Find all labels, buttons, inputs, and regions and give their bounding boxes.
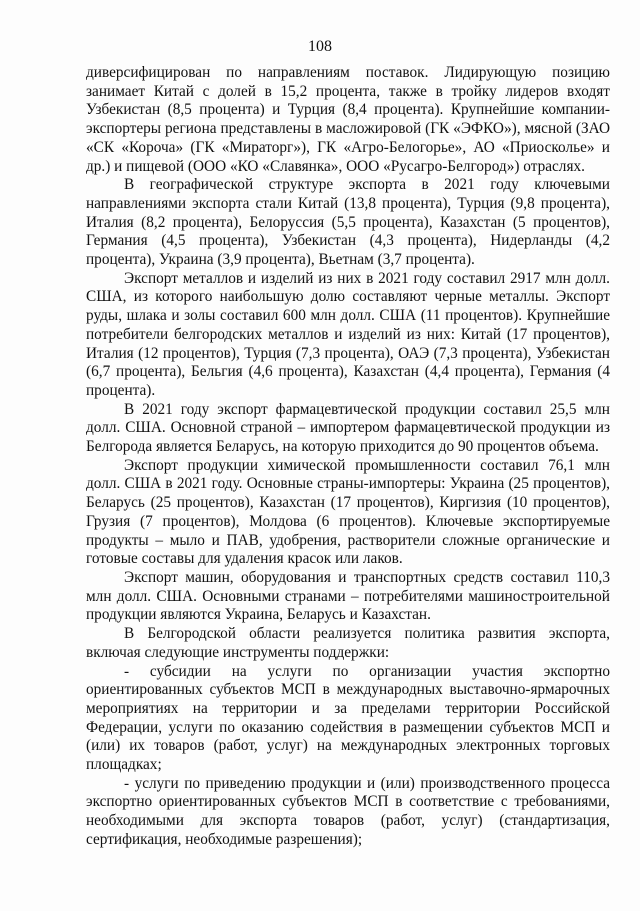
- paragraph-continuation: диверсифицирован по направлениям поставок. Лидирующую позицию занимает Китай с долей в 15,2 процента, также в тройку лидеров входят Узбекистан (8,5 процента) и Турция (8,4 процента). Крупнейшие компании-экспортеры региона представлены в масложировой (ГК «ЭФКО»), мясной (ЗАО «СК «Короча» (ГК «Мираторг»), ГК «Агро-Белогорье», АО «Приосколье» и др.) и пищевой (ООО «КО «Славянка», ООО «Русагро-Белгород») отраслях.: [86, 64, 610, 175]
- paragraph-export-policy: В Белгородской области реализуется политика развития экспорта, включая следующие инструменты поддержки:: [86, 625, 610, 661]
- list-item-subsidies: - субсидии на услуги по организации участия экспортно ориентированных субъектов МСП в международных выставочно-ярмарочных мероприятиях на территории и за пределами территории Российской Федерации, услуги по оказанию содействия в размещении субъектов МСП и (или) их товаров (работ, услуг) на международных электронных торговых площадках;: [86, 662, 610, 774]
- list-item-certification-services: - услуги по приведению продукции и (или) производственного процесса экспортно ориентированных субъектов МСП в соответствие с требованиями, необходимыми для экспорта товаров (работ, услуг) (стандартизация, сертификация, необходимые разрешения);: [86, 774, 610, 848]
- paragraph-pharma-export: В 2021 году экспорт фармацевтической продукции составил 25,5 млн долл. США. Основной страной – импортером фармацевтической продукции из Белгорода является Беларусь, на которую приходится до 90 процентов объема.: [86, 400, 610, 456]
- paragraph-chemical-export: Экспорт продукции химической промышленности составил 76,1 млн долл. США в 2021 году. Основные страны-импортеры: Украина (25 процентов), Беларусь (25 процентов), Казахстан (17 процентов), Киргизия (10 процентов), Грузия (7 процентов), Молдова (6 процентов). Ключевые экспортируемые продукты – мыло и ПАВ, удобрения, растворители сложные органические и готовые составы для удаления красок или лаков.: [86, 456, 610, 568]
- page-number: 108: [308, 38, 332, 55]
- paragraph-machinery-export: Экспорт машин, оборудования и транспортных средств составил 110,3 млн долл. США. Основными странами – потребителями машиностроительной продукции являются Украина, Беларусь и Казахстан.: [86, 568, 610, 624]
- document-body: [86, 64, 610, 850]
- paragraph-geographic-structure: В географической структуре экспорта в 2021 году ключевыми направлениями экспорта стали Китай (13,8 процента), Турция (9,8 процента), Италия (8,2 процента), Белоруссия (5,5 процента), Казахстан (5 процентов), Германия (4,5 процента), Узбекистан (4,3 процента), Нидерланды (4,2 процента), Украина (3,9 процента), Вьетнам (3,7 процента).: [86, 176, 610, 269]
- paragraph-metals-export: Экспорт металлов и изделий из них в 2021 году составил 2917 млн долл. США, из которого наибольшую долю составляют черные металлы. Экспорт руды, шлака и золы составил 600 млн долл. США (11 процентов). Крупнейшие потребители белгородских металлов и изделий из них: Китай (17 процентов), Италия (12 процентов), Турция (7,3 процента), ОАЭ (7,3 процента), Узбекистан (6,7 процента), Бельгия (4,6 процента), Казахстан (4,4 процента), Германия (4 процента).: [86, 269, 610, 399]
